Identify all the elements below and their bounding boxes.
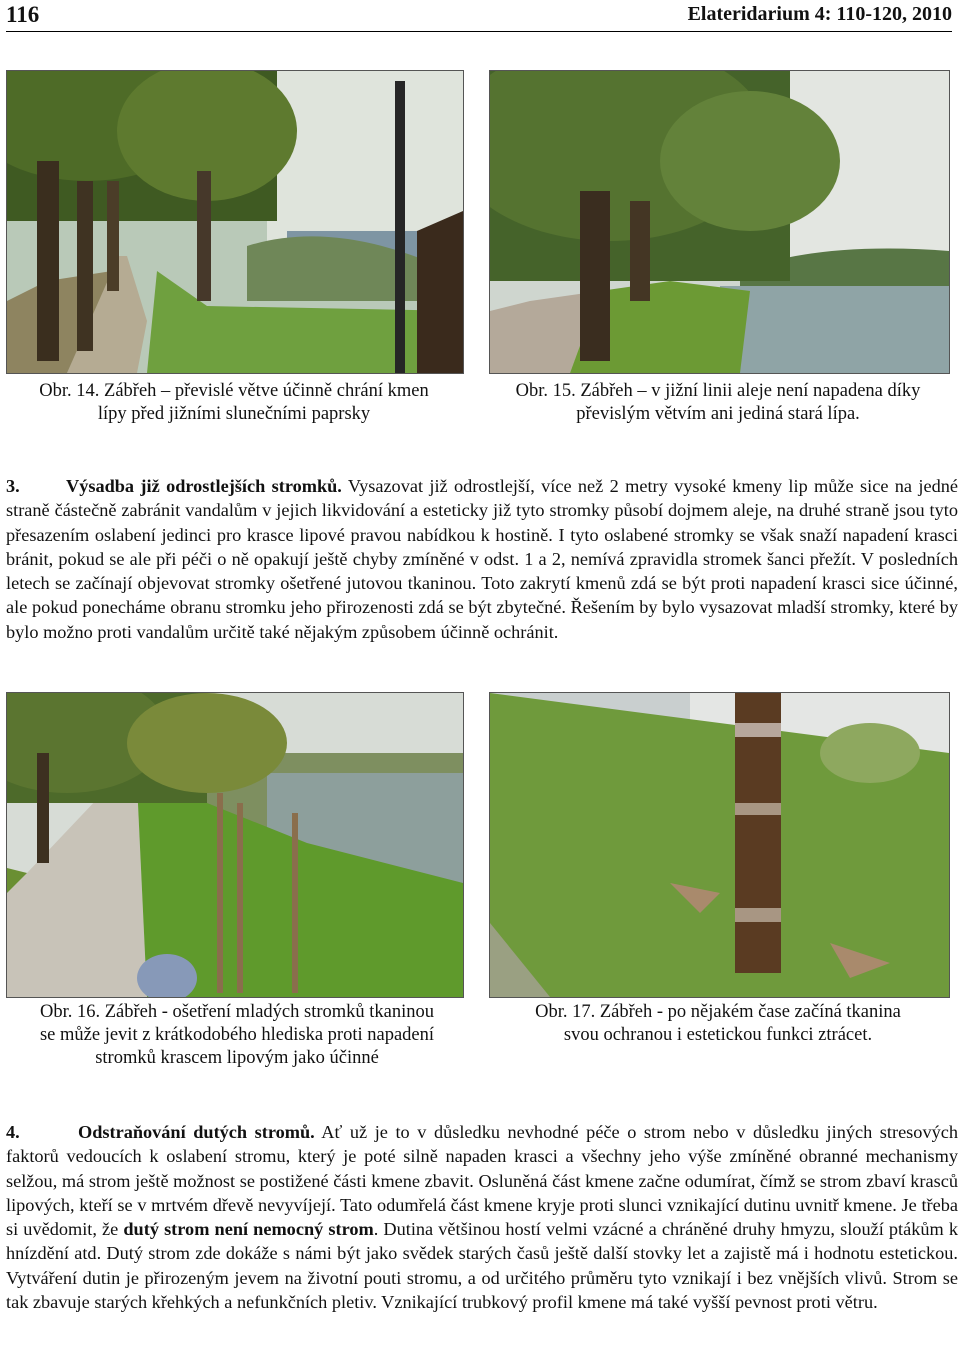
section-4-paragraph bbox=[6, 1120, 958, 1314]
figure-17-photo bbox=[489, 692, 950, 998]
figure-14-caption bbox=[6, 380, 462, 426]
section-4-text-a: Ať už je to v důsledku nevhodné péče o strom nebo v důsledku jiných stresových faktorů vedoucích k oslabení stromu, který je poté silně napaden krasci a všechny jeho výše zmíněné obranné mechanismy selžou, má strom ještě možnost se postižené části kmene zbavit. Osluněná část kmene začne odumírat, čímž se strom zbaví krasců lipových, kteří se v mrtvém dřevě nevyvíjejí. Tato odumřelá část kmene kryje proti slunci vznikající dutinu uvnitř kmene. Je třeba si uvědomit, že bbox=[6, 1122, 958, 1240]
caption-line: stromků krascem lipovým jako účinné bbox=[95, 1048, 379, 1068]
caption-line: Obr. 14. Zábřeh – převislé větve účinně chrání kmen bbox=[39, 381, 429, 401]
section-3-paragraph bbox=[6, 474, 958, 644]
caption-line: lípy před jižními slunečními paprsky bbox=[97, 404, 371, 424]
caption-line: převislým větvím ani jediná stará lípa. bbox=[576, 404, 860, 424]
figure-15-caption bbox=[480, 380, 956, 426]
header-rule bbox=[6, 31, 952, 32]
journal-citation: Elateridarium 4: 110-120, 2010 bbox=[687, 3, 952, 25]
figure-17-caption bbox=[480, 1001, 956, 1047]
page-header bbox=[6, 0, 952, 30]
figure-14-photo bbox=[6, 70, 464, 374]
section-3-heading: Výsadba již odrostlejších stromků. bbox=[66, 476, 342, 496]
section-4-bold-phrase: dutý strom není nemocný strom bbox=[123, 1219, 374, 1240]
page-number: 116 bbox=[6, 2, 40, 27]
caption-line: svou ochranou i estetickou funkci ztrácet. bbox=[563, 1025, 873, 1045]
caption-line: Obr. 15. Zábřeh – v jižní linii aleje není napadena díky bbox=[515, 381, 921, 401]
section-3-text: Vysazovat již odrostlejší, více než 2 metry vysoké kmeny lip může sice na jedné straně částečně zabránit vandalům v jejich likvidování a esteticky již tyto stromky působí dojmem aleje, na druhé straně jsou tyto přesazením oslabení jedinci pro krasce lipové pravou nabídkou k hostině. I tyto oslabené stromky se však snaží napadení krasci bránit, pokud se ale při péči o ně opakují ještě chyby zmíněné v odst. 1 a 2, nemívá zpravidla stromek šanci přežít. V posledních letech se začínají objevovat stromky ošetřené jutovou tkaninou. Toto zakrytí kmenů zdá se být proti napadení krasci sice účinné, ale pokud ponecháme obranu stromku jeho přirozenosti zdá se být zbytečné. Řešením by bylo vysazovat mladší stromky, které by bylo možno proti vandalům určitě také nějakým způsobem účinně ochránit. bbox=[6, 476, 958, 642]
figure-15-photo bbox=[489, 70, 950, 374]
figure-16-caption bbox=[6, 1001, 468, 1070]
section-4-heading: Odstraňování dutých stromů. bbox=[78, 1122, 315, 1142]
section-3-number: 3. bbox=[6, 476, 20, 496]
figure-16-photo bbox=[6, 692, 464, 998]
caption-line: se může jevit z krátkodobého hlediska proti napadení bbox=[39, 1025, 435, 1045]
section-4-text-b: . Dutina většinou hostí velmi vzácné a chráněné druhy hmyzu, slouží ptákům k hnízdění atd. Dutý strom zde dokáže s námi být jako svědek starých časů ještě další stovky let a zajistě má i hodnotu estetickou. Vytváření dutin je přirozeným jevem na životní pouti stromu, a od určitého průměru tyto vznikají i bez vnějších vlivů. Strom se tak zbavuje starých křehkých a nefunkčních pletiv. Vznikající trubkový profil kmene má také vyšší pevnost proti větru. bbox=[6, 1219, 958, 1313]
caption-line: Obr. 16. Zábřeh - ošetření mladých stromků tkaninou bbox=[39, 1002, 435, 1022]
section-4-number: 4. bbox=[6, 1122, 20, 1142]
caption-line: Obr. 17. Zábřeh - po nějakém čase začíná tkanina bbox=[535, 1002, 901, 1022]
